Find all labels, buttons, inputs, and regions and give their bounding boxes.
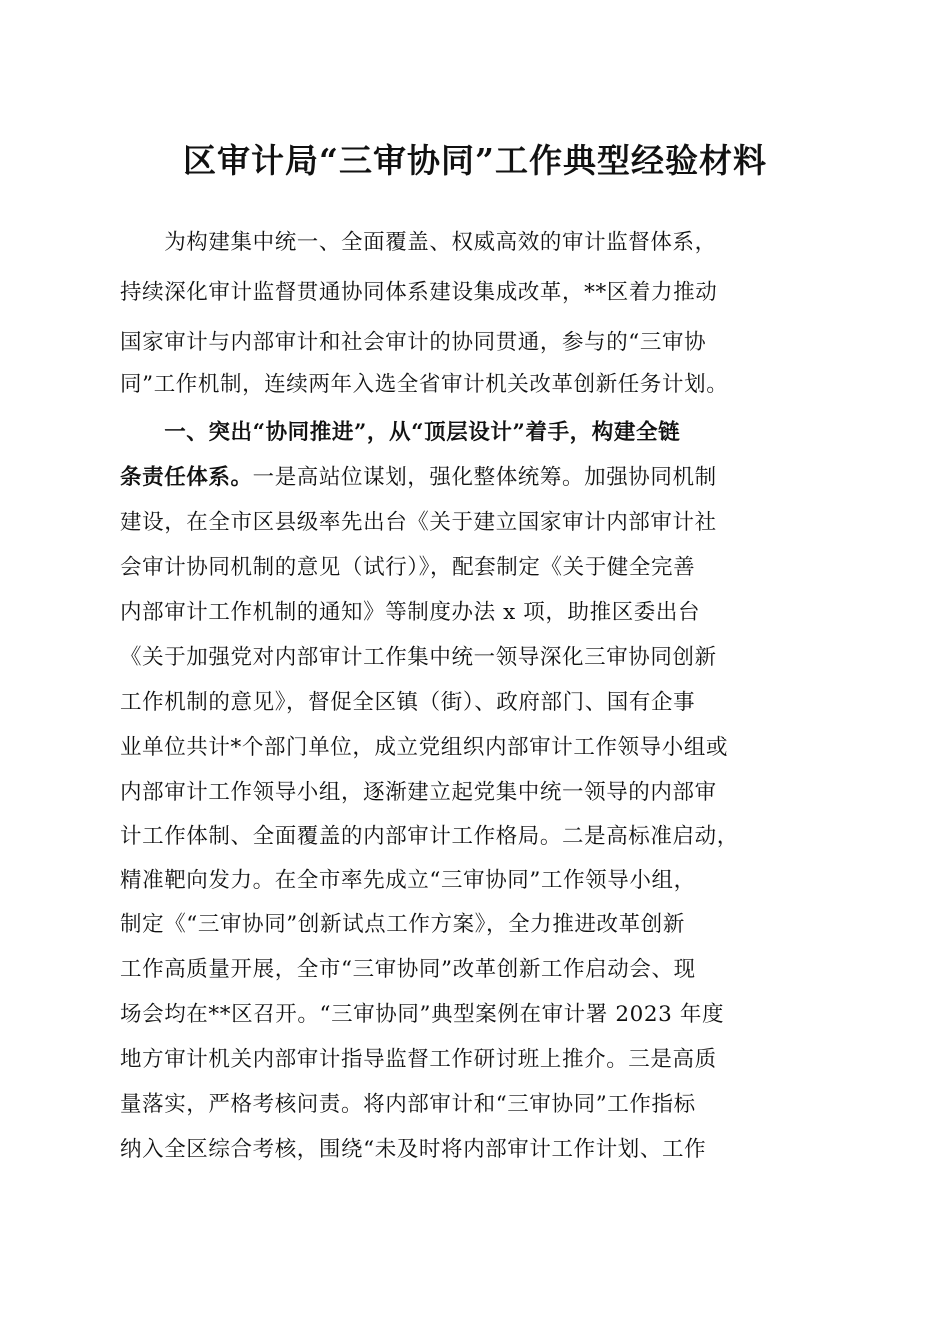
section-heading-line: 一、突出“协同推进”，从“顶层设计”着手，构建全链 (120, 420, 681, 445)
paragraph-line: 内部审计工作机制的通知》等制度办法 x 项，助推区委出台 (120, 600, 701, 625)
paragraph-line: 工作机制的意见》，督促全区镇（街）、政府部门、国有企事 (120, 690, 696, 715)
paragraph-line: 为构建集中统一、全面覆盖、权威高效的审计监督体系， (120, 230, 717, 255)
paragraph-line: 持续深化审计监督贯通协同体系建设集成改革，**区着力推动 (120, 280, 718, 305)
paragraph-line: 地方审计机关内部审计指导监督工作研讨班上推介。三是高质 (120, 1047, 717, 1072)
paragraph-line: 国家审计与内部审计和社会审计的协同贯通，参与的“三审协 (120, 330, 707, 355)
paragraph-line (120, 463, 717, 493)
paragraph-line: 建设，在全市区县级率先出台《关于建立国家审计内部审计社 (120, 510, 717, 535)
paragraph-line: 纳入全区综合考核，围绕“未及时将内部审计工作计划、工作 (120, 1137, 707, 1162)
paragraph-line: 精准靶向发力。在全市率先成立“三审协同”工作领导小组， (120, 868, 696, 893)
paragraph-text: 一是高站位谋划，强化整体统筹。加强协同机制 (252, 465, 717, 490)
paragraph-line: 量落实，严格考核问责。将内部审计和“三审协同”工作指标 (120, 1092, 696, 1117)
paragraph-line: 场会均在**区召开。“三审协同”典型案例在审计署 2023 年度 (120, 1002, 725, 1027)
document-title: 区审计局“三审协同”工作典型经验材料 (183, 141, 767, 180)
paragraph-line: 《关于加强党对内部审计工作集中统一领导深化三审协同创新 (120, 645, 717, 670)
paragraph-line: 计工作体制、全面覆盖的内部审计工作格局。二是高标准启动， (120, 824, 739, 849)
paragraph-line: 会审计协同机制的意见（试行）》，配套制定《关于健全完善 (120, 555, 696, 580)
paragraph-line: 同”工作机制，连续两年入选全省审计机关改革创新任务计划。 (120, 372, 729, 397)
paragraph-line: 内部审计工作领导小组，逐渐建立起党集中统一领导的内部审 (120, 780, 717, 805)
paragraph-line: 制定《“三审协同”创新试点工作方案》，全力推进改革创新 (120, 912, 685, 937)
paragraph-line: 工作高质量开展，全市“三审协同”改革创新工作启动会、现 (120, 957, 696, 982)
section-heading-tail: 条责任体系。 (120, 465, 253, 490)
paragraph-line: 业单位共计*个部门单位，成立党组织内部审计工作领导小组或 (120, 735, 729, 760)
